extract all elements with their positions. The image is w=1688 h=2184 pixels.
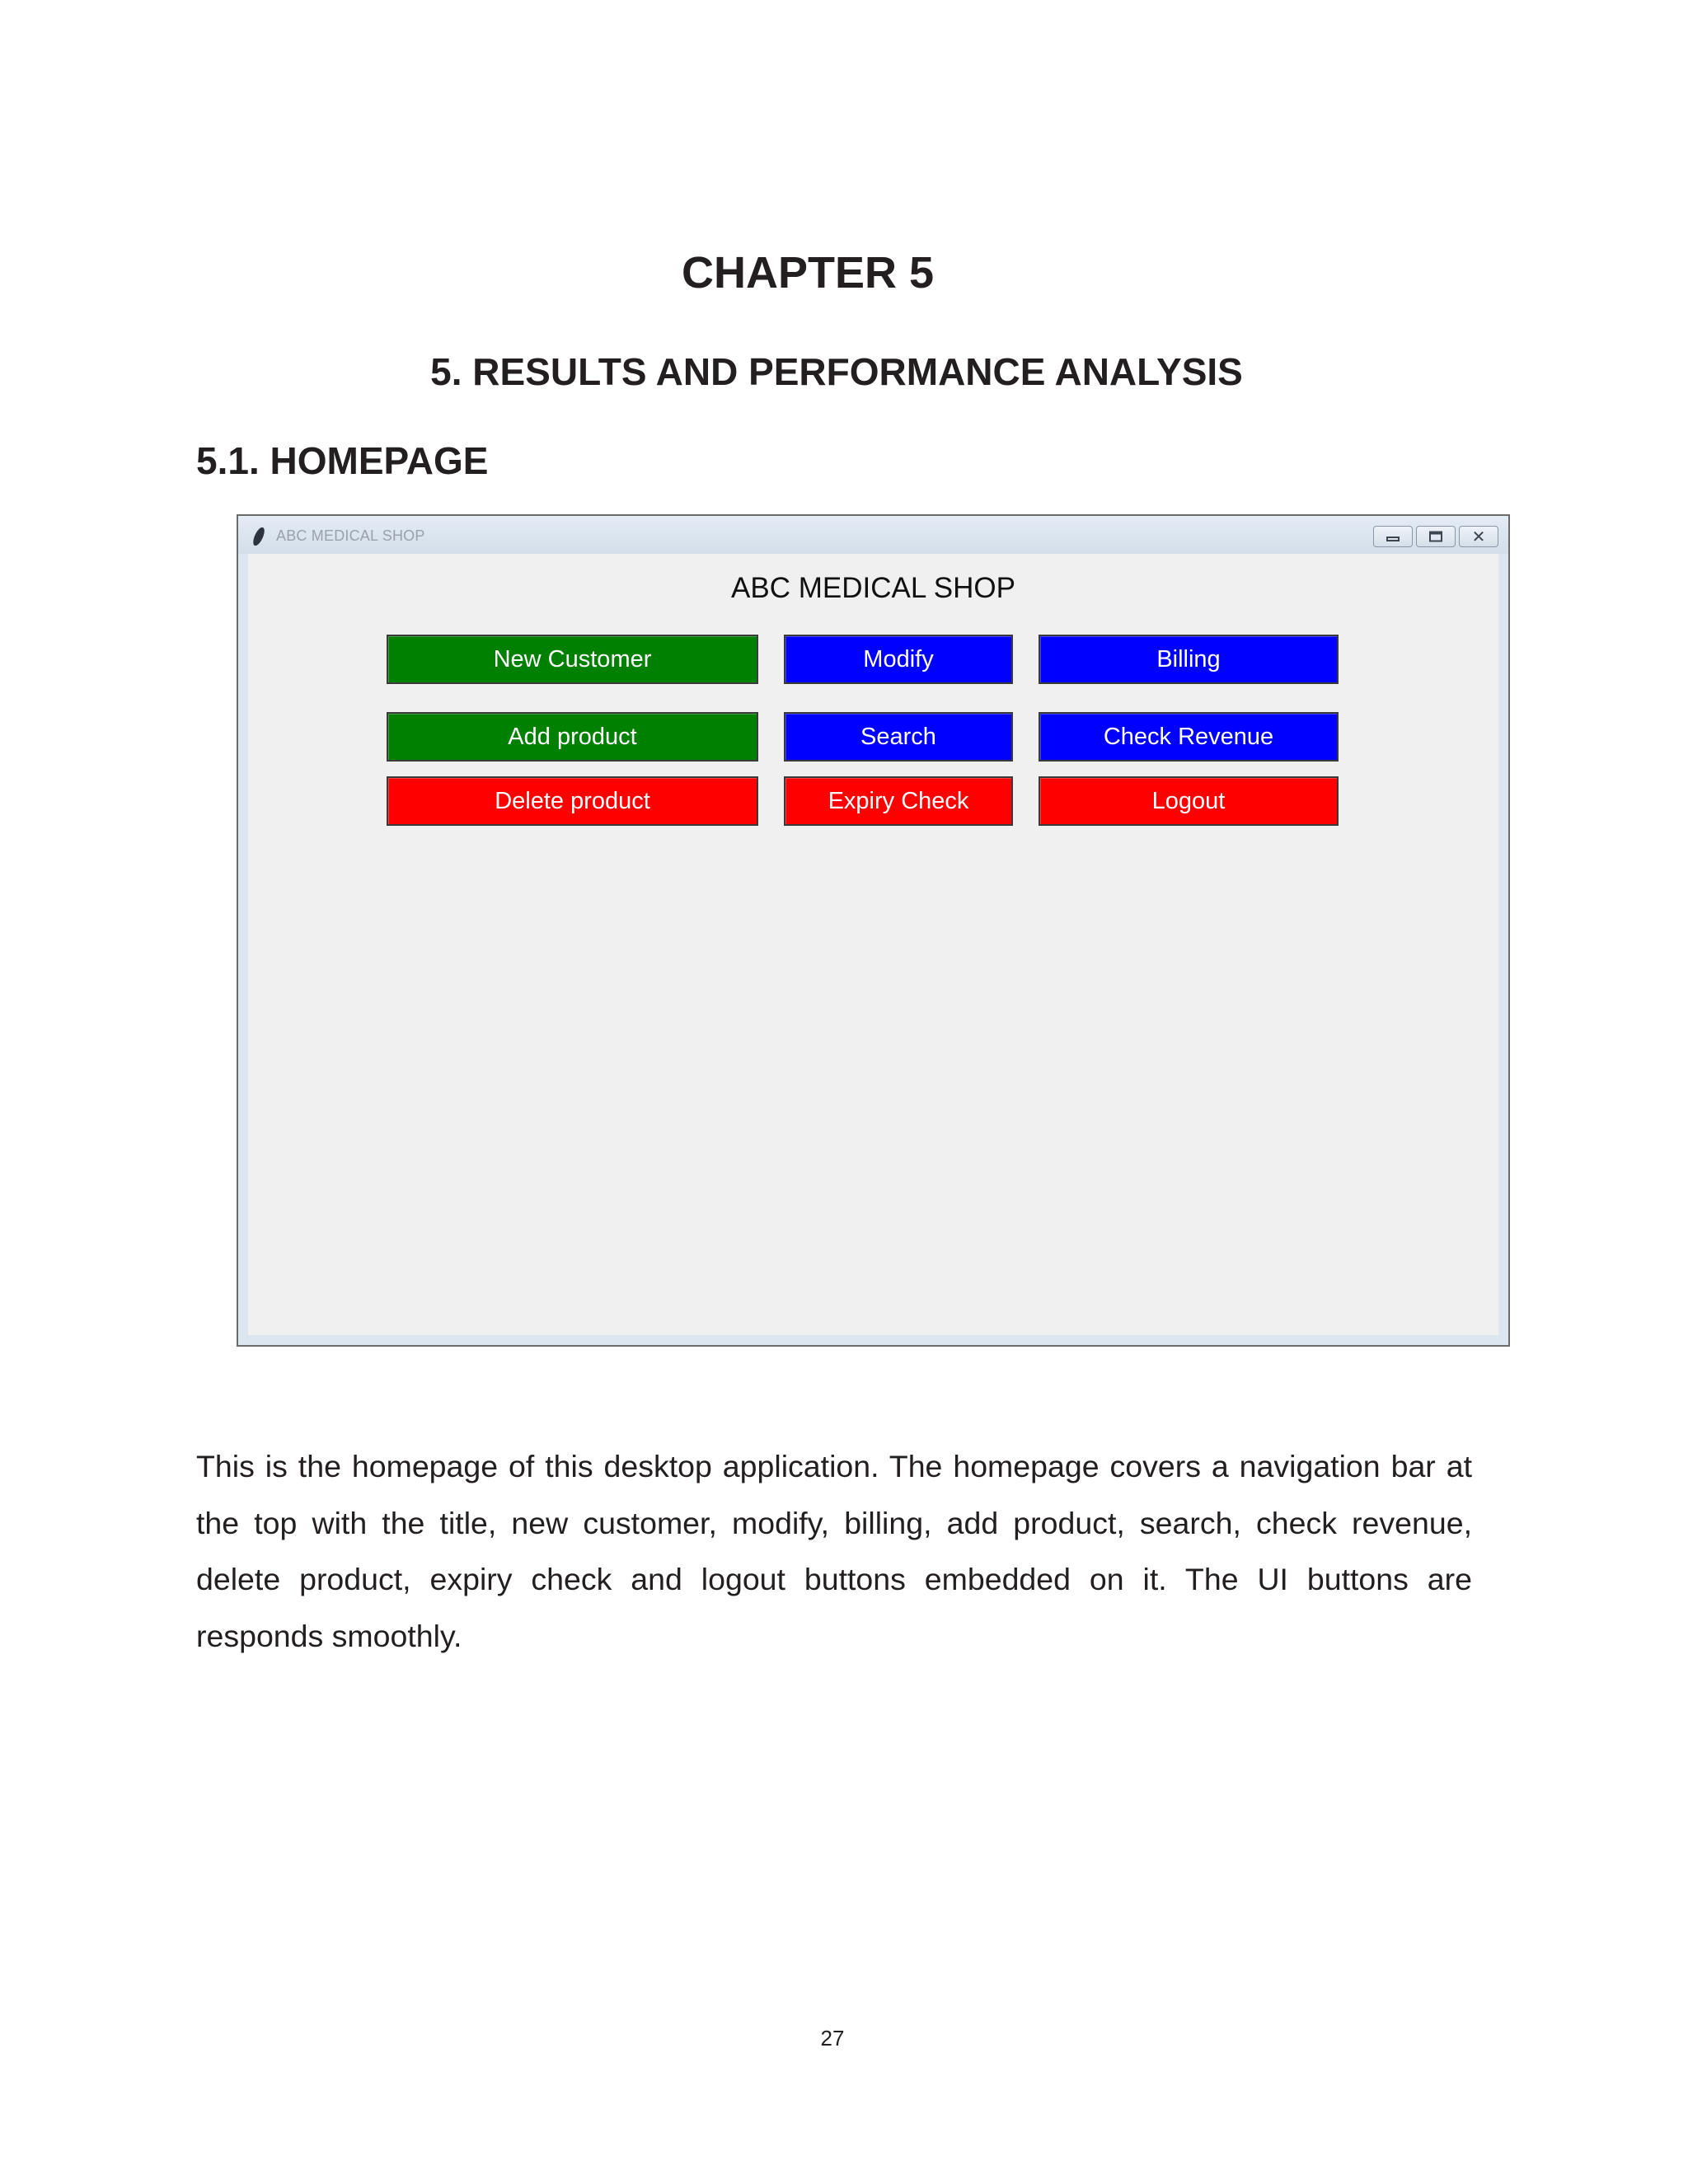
delete-product-button[interactable]: Delete product — [387, 776, 758, 826]
search-button[interactable]: Search — [784, 712, 1013, 762]
maximize-icon — [1429, 532, 1442, 542]
window-controls — [1373, 526, 1498, 547]
expiry-check-button[interactable]: Expiry Check — [784, 776, 1013, 826]
window-title: ABC MEDICAL SHOP — [276, 527, 425, 544]
modify-button[interactable]: Modify — [784, 635, 1013, 684]
billing-button[interactable]: Billing — [1039, 635, 1339, 684]
subsection-title: 5.1. HOMEPAGE — [196, 439, 489, 482]
chapter-title: CHAPTER 5 — [681, 248, 935, 298]
window-titlebar — [238, 516, 1508, 554]
page-number: 27 — [820, 2026, 845, 2050]
add-product-button[interactable]: Add product — [387, 712, 758, 762]
maximize-button[interactable] — [1416, 526, 1456, 547]
section-title: 5. RESULTS AND PERFORMANCE ANALYSIS — [430, 350, 1243, 393]
app-heading: ABC MEDICAL SHOP — [731, 572, 1015, 604]
minimize-icon — [1386, 537, 1400, 541]
feather-icon — [251, 526, 266, 547]
close-icon: ✕ — [1471, 527, 1486, 546]
check-revenue-button[interactable]: Check Revenue — [1039, 712, 1339, 762]
minimize-button[interactable] — [1373, 526, 1413, 547]
logout-button[interactable]: Logout — [1039, 776, 1339, 826]
body-paragraph: This is the homepage of this desktop application. The homepage covers a navigation bar at the top with the title, new customer, modify, billing, add product, search, check revenue, delete product, expiry check and logout buttons embedded on it. The UI buttons are responds smoothly. — [196, 1449, 1472, 1653]
new-customer-button[interactable]: New Customer — [387, 635, 758, 684]
close-button[interactable] — [1459, 526, 1498, 547]
